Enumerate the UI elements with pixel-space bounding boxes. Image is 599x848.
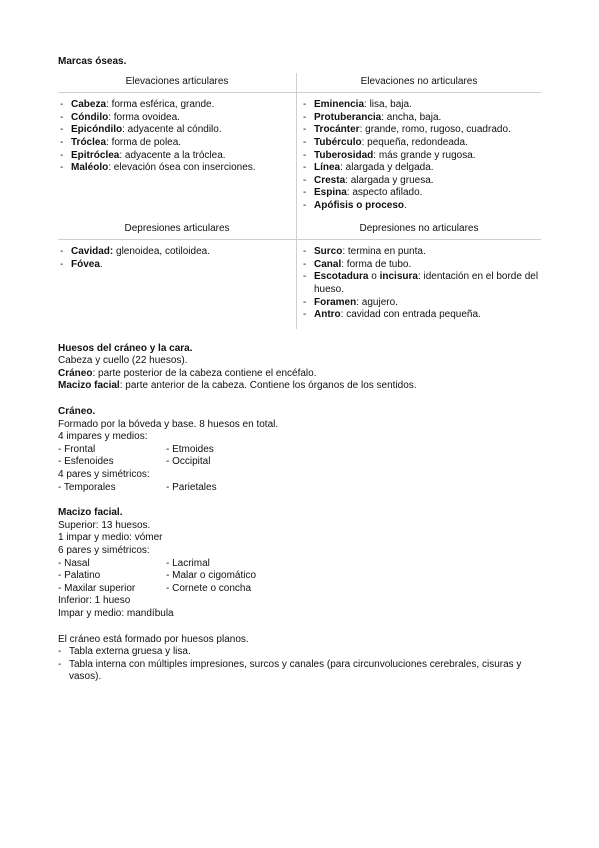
bone-name: - Maxilar superior bbox=[58, 582, 136, 594]
art-depressions-list bbox=[58, 246, 296, 271]
list-item: - Tuberosidad: más grande y rugosa. bbox=[303, 150, 541, 163]
section-title: Macizo facial. bbox=[58, 507, 123, 519]
list-item: - Tróclea: forma de polea. bbox=[60, 137, 296, 150]
skull-face-section bbox=[58, 343, 548, 393]
list-item: - Foramen: agujero. bbox=[303, 297, 541, 310]
bone-name: - Temporales bbox=[58, 481, 116, 493]
bone-name: - Parietales bbox=[166, 481, 217, 493]
text-line: 4 pares y simétricos: bbox=[58, 469, 150, 481]
list-item: - Cavidad: glenoidea, cotiloidea. bbox=[60, 246, 296, 259]
section-title: Huesos del cráneo y la cara. bbox=[58, 342, 193, 354]
list-item: - Cresta: alargada y gruesa. bbox=[303, 175, 541, 188]
bone-pairs-grid bbox=[58, 558, 548, 596]
bone-name: - Palatino bbox=[58, 570, 101, 582]
flat-bones-section bbox=[58, 634, 548, 684]
list-item: - Tubérculo: pequeña, redondeada. bbox=[303, 137, 541, 150]
list-item: - Tabla externa gruesa y lisa. bbox=[58, 646, 548, 659]
list-item: - Cabeza: forma esférica, grande. bbox=[60, 99, 296, 112]
bone-pairs-grid bbox=[58, 444, 548, 469]
bone-name: - Occipital bbox=[166, 456, 211, 468]
document-page bbox=[58, 56, 548, 684]
art-elevations-list bbox=[58, 99, 296, 175]
list-item: - Tabla interna con múltiples impresiones, surcos y canales (para circunvoluciones cerebrales, cisuras y vasos). bbox=[58, 659, 548, 684]
flat-bones-list bbox=[58, 646, 548, 684]
facial-section bbox=[58, 507, 548, 620]
text-line: Superior: 13 huesos. bbox=[58, 519, 151, 531]
list-item: - Maléolo: elevación ósea con inserciones. bbox=[60, 162, 296, 175]
list-item: - Surco: termina en punta. bbox=[303, 246, 541, 259]
list-item: - Apófisis o proceso. bbox=[303, 200, 541, 213]
list-item: - Antro: cavidad con entrada pequeña. bbox=[303, 309, 541, 322]
text-line: Formado por la bóveda y base. 8 huesos en total. bbox=[58, 418, 279, 430]
bone-name: - Lacrimal bbox=[166, 557, 210, 569]
list-item: - Canal: forma de tubo. bbox=[303, 259, 541, 272]
text-line: Macizo facial: parte anterior de la cabeza. Contiene los órganos de los sentidos. bbox=[58, 380, 417, 392]
bone-pairs-grid bbox=[58, 482, 548, 495]
nonart-depressions-list bbox=[301, 246, 541, 322]
text-line: 6 pares y simétricos: bbox=[58, 545, 150, 556]
cranium-section bbox=[58, 406, 548, 494]
list-item: - Eminencia: lisa, baja. bbox=[303, 99, 541, 112]
bone-marks-table bbox=[58, 73, 541, 329]
list-item: - Línea: alargada y delgada. bbox=[303, 162, 541, 175]
nonart-elevations-list bbox=[301, 99, 541, 212]
section-title: Cráneo. bbox=[58, 406, 96, 418]
header-nonart-depressions: Depresiones no articulares bbox=[297, 220, 542, 240]
text-line: El cráneo está formado por huesos planos. bbox=[58, 633, 249, 645]
list-item: - Trocánter: grande, romo, rugoso, cuadrado. bbox=[303, 124, 541, 137]
list-item: - Espina: aspecto afilado. bbox=[303, 187, 541, 200]
list-item: - Epicóndilo: adyacente al cóndilo. bbox=[60, 124, 296, 137]
document-title: Marcas óseas. bbox=[58, 56, 127, 67]
bone-name: - Etmoides bbox=[166, 443, 214, 455]
header-art-depressions: Depresiones articulares bbox=[58, 220, 297, 240]
list-item: - Escotadura o incisura: identación en el borde del hueso. bbox=[303, 271, 541, 296]
bone-name: - Esfenoides bbox=[58, 456, 114, 468]
header-nonart-elevations: Elevaciones no articulares bbox=[297, 73, 542, 93]
bone-name: - Frontal bbox=[58, 443, 96, 455]
text-line: 1 impar y medio: vómer bbox=[58, 532, 163, 544]
text-line: Inferior: 1 hueso bbox=[58, 595, 131, 607]
bone-name: - Nasal bbox=[58, 557, 90, 569]
list-item: - Fóvea. bbox=[60, 259, 296, 272]
text-line: Cabeza y cuello (22 huesos). bbox=[58, 355, 188, 367]
text-line: 4 impares y medios: bbox=[58, 431, 148, 443]
bone-name: - Cornete o concha bbox=[166, 582, 252, 594]
bone-name: - Malar o cigomático bbox=[166, 570, 257, 582]
text-line: Impar y medio: mandíbula bbox=[58, 607, 174, 619]
list-item: - Epitróclea: adyacente a la tróclea. bbox=[60, 150, 296, 163]
text-line: Cráneo: parte posterior de la cabeza contiene el encéfalo. bbox=[58, 367, 317, 379]
list-item: - Protuberancia: ancha, baja. bbox=[303, 112, 541, 125]
list-item: - Cóndilo: forma ovoidea. bbox=[60, 112, 296, 125]
header-art-elevations: Elevaciones articulares bbox=[58, 73, 297, 93]
